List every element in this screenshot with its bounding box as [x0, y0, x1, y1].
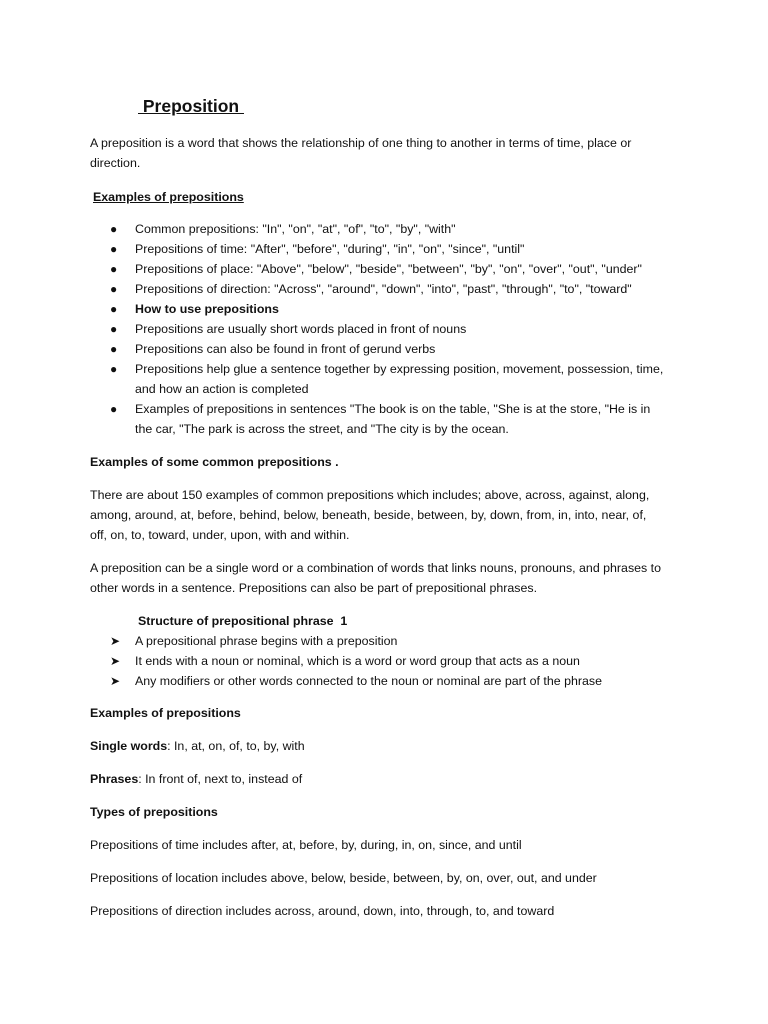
list-item: ● Prepositions help glue a sentence together by expressing position, movement, possession, time, and how an action is completed [90, 359, 690, 399]
bullet-icon: ● [110, 282, 118, 296]
list-item: ● Prepositions can also be found in front of gerund verbs [90, 339, 690, 359]
page-title: Preposition [138, 96, 244, 116]
list-item: ● Common prepositions: "In", "on", "at", "of", "to", "by", "with" [90, 219, 690, 239]
structure-list [90, 631, 690, 691]
list-item: ● Examples of prepositions in sentences "The book is on the table, "She is at the store, "He is in the car, "The park is across the street, and "The city is by the ocean. [90, 399, 690, 439]
type-location-line: Prepositions of location includes above, below, beside, between, by, on, over, out, and under [90, 871, 597, 885]
common-para-line-2: among, around, at, before, behind, below, beneath, beside, between, by, down, from, in, into, near, of, [90, 508, 647, 522]
list-item: ● Prepositions of time: "After", "before", "during", "in", "on", "since", "until" [90, 239, 690, 259]
bullet-icon: ● [110, 322, 118, 336]
bullet-icon: ● [110, 262, 118, 276]
examples-bullet-list [90, 219, 690, 439]
bullet-icon: ● [110, 402, 118, 416]
single-words-label: Single words [90, 739, 168, 753]
list-item: ➤ It ends with a noun or nominal, which is a word or word group that acts as a noun [90, 651, 690, 671]
phrases-text: : In front of, next to, instead of [138, 772, 303, 786]
single-words-text: : In, at, on, of, to, by, with [167, 739, 305, 753]
single-words-line [90, 736, 305, 756]
types-heading: Types of prepositions [90, 805, 218, 819]
common-prepositions-heading: Examples of some common prepositions . [90, 455, 339, 469]
combo-para-line-1: A preposition can be a single word or a combination of words that links nouns, pronouns, and phrases to [90, 561, 662, 575]
examples-heading-2: Examples of prepositions [90, 706, 241, 720]
bullet-icon: ● [110, 242, 118, 256]
combo-para-line-2: other words in a sentence. Prepositions can also be part of prepositional phrases. [90, 581, 538, 595]
type-time-line: Prepositions of time includes after, at, before, by, during, in, on, since, and until [90, 838, 522, 852]
bullet-icon: ● [110, 222, 118, 236]
document-page [90, 0, 690, 1024]
arrow-bullet-icon: ➤ [110, 634, 121, 648]
list-item: ● How to use prepositions [90, 299, 690, 319]
list-item: ➤ A prepositional phrase begins with a preposition [90, 631, 690, 651]
common-para-line-1: There are about 150 examples of common prepositions which includes; above, across, against, along, [90, 488, 650, 502]
list-item: ● Prepositions of place: "Above", "below", "beside", "between", "by", "on", "over", "out", "under" [90, 259, 690, 279]
type-direction-line: Prepositions of direction includes across, around, down, into, through, to, and toward [90, 904, 555, 918]
intro-line-1: A preposition is a word that shows the relationship of one thing to another in terms of time, place or [90, 136, 632, 150]
phrases-label: Phrases [90, 772, 139, 786]
list-item: ● Prepositions of direction: "Across", "around", "down", "into", "past", "through", "to", "toward" [90, 279, 690, 299]
common-para-line-3: off, on, to, toward, under, upon, with and within. [90, 528, 350, 542]
bullet-icon: ● [110, 302, 118, 316]
arrow-bullet-icon: ➤ [110, 654, 121, 668]
bullet-icon: ● [110, 342, 118, 356]
examples-heading: Examples of prepositions [93, 190, 244, 204]
list-item: ➤ Any modifiers or other words connected to the noun or nominal are part of the phrase [90, 671, 690, 691]
structure-heading: Structure of prepositional phrase 1 [138, 614, 348, 628]
phrases-line [90, 769, 302, 789]
intro-line-2: direction. [90, 156, 141, 170]
list-item: ● Prepositions are usually short words placed in front of nouns [90, 319, 690, 339]
bullet-icon: ● [110, 362, 118, 376]
arrow-bullet-icon: ➤ [110, 674, 121, 688]
